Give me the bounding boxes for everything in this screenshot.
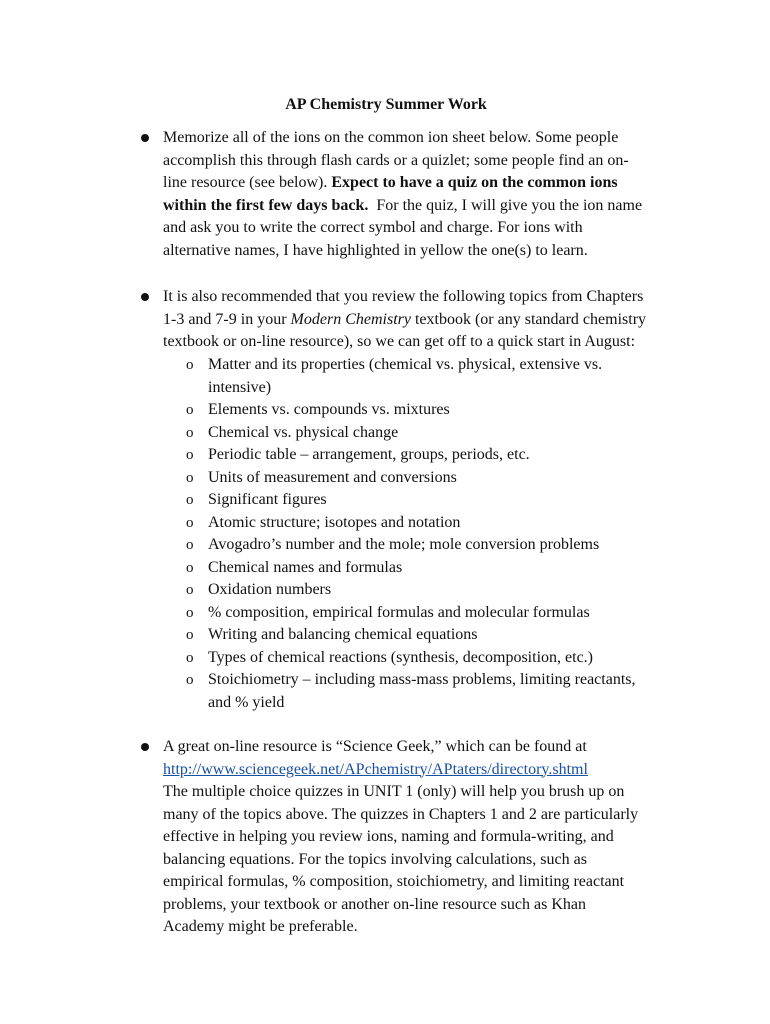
topic-item	[186, 579, 728, 602]
topic-item	[186, 422, 728, 445]
paragraph-line: effective in helping you review ions, naming and formula-writing, and	[163, 828, 614, 845]
topic-item-continuation	[208, 377, 728, 400]
science-geek-link[interactable]: http://www.sciencegeek.net/APchemistry/APtaters/directory.shtml	[163, 760, 588, 778]
circle-bullet-icon: o	[186, 672, 194, 688]
topic-item	[186, 534, 728, 557]
topic-item	[186, 602, 728, 625]
topic-text: Matter and its properties (chemical vs. physical, extensive vs.	[208, 356, 603, 373]
circle-bullet-icon: o	[186, 447, 194, 463]
paragraph-line	[163, 309, 715, 332]
bullet-icon	[141, 134, 149, 142]
paragraph-line: textbook or on-line resource), so we can get off to a quick start in August:	[163, 333, 636, 350]
emphasis-text: within the first few days back.	[163, 196, 369, 214]
bullet-paragraph-topics	[163, 286, 715, 354]
topic-text: Chemical vs. physical change	[208, 423, 399, 441]
circle-bullet-icon: o	[186, 627, 194, 643]
circle-bullet-icon: o	[186, 649, 194, 666]
topic-text: % composition, empirical formulas and molecular formulas	[208, 603, 590, 621]
circle-bullet-icon: o	[186, 402, 194, 418]
bullet-icon	[141, 743, 149, 751]
topic-text: intensive)	[208, 378, 272, 396]
topic-text: Chemical names and formulas	[208, 558, 403, 576]
topic-text: Stoichiometry – including mass-mass problems, limiting reactants,	[208, 671, 636, 688]
topic-text: Periodic table – arrangement, groups, periods, etc.	[208, 446, 530, 463]
circle-bullet-icon: o	[186, 357, 194, 373]
circle-bullet-icon: o	[186, 604, 194, 621]
topic-item	[186, 354, 728, 377]
paragraph-line: Memorize all of the ions on the common ion sheet below. Some people	[163, 129, 619, 146]
paragraph-line	[163, 172, 715, 195]
text-run: line resource (see below).	[163, 174, 332, 191]
paragraph-line: balancing equations. For the topics involving calculations, such as	[163, 850, 587, 868]
topic-item	[186, 624, 728, 647]
paragraph-line: and ask you to write the correct symbol and charge. For ions with	[163, 219, 583, 236]
topic-text: and % yield	[208, 693, 285, 711]
text-run: For the quiz, I will give you the ion name	[368, 196, 643, 214]
topic-list	[186, 354, 728, 714]
circle-bullet-icon: o	[186, 492, 194, 508]
paragraph-line	[163, 759, 715, 782]
paragraph-line	[163, 195, 715, 218]
topic-text: Writing and balancing chemical equations	[208, 626, 478, 643]
topic-text: Units of measurement and conversions	[208, 468, 457, 486]
topic-text: Significant figures	[208, 491, 327, 508]
paragraph-line: many of the topics above. The quizzes in Chapters 1 and 2 are particularly	[163, 805, 639, 823]
topic-item	[186, 669, 728, 692]
topic-text: Avogadro’s number and the mole; mole conversion problems	[208, 536, 600, 553]
paragraph-line: alternative names, I have highlighted in yellow the one(s) to learn.	[163, 241, 588, 259]
circle-bullet-icon: o	[186, 469, 194, 486]
page-title	[0, 94, 770, 116]
paragraph-line: problems, your textbook or another on-line resource such as Khan	[163, 895, 586, 913]
paragraph-line: It is also recommended that you review the following topics from Chapters	[163, 288, 644, 305]
topic-text: Elements vs. compounds vs. mixtures	[208, 401, 450, 418]
topic-item	[186, 489, 728, 512]
bullet-icon	[141, 293, 149, 301]
circle-bullet-icon: o	[186, 514, 194, 531]
bullet-paragraph-resource	[163, 736, 715, 939]
text-run: 1-3 and 7-9 in your	[163, 310, 291, 328]
circle-bullet-icon: o	[186, 424, 194, 441]
text-run: textbook (or any standard chemistry	[410, 310, 647, 328]
topic-item	[186, 512, 728, 535]
paragraph-line: accomplish this through flash cards or a quizlet; some people find an on-	[163, 151, 629, 169]
paragraph-line: A great on-line resource is “Science Geek,” which can be found at	[163, 738, 587, 755]
topic-item	[186, 467, 728, 490]
circle-bullet-icon: o	[186, 582, 194, 598]
book-title: Modern Chemistry	[290, 310, 411, 328]
paragraph-line: Academy might be preferable.	[163, 918, 358, 935]
topic-text: Atomic structure; isotopes and notation	[208, 513, 461, 531]
topic-item	[186, 444, 728, 467]
paragraph-line: empirical formulas, % composition, stoichiometry, and limiting reactant	[163, 873, 625, 890]
emphasis-text: Expect to have a quiz on the common ions	[331, 174, 618, 191]
topic-item	[186, 399, 728, 422]
circle-bullet-icon: o	[186, 537, 194, 553]
page-title-text: AP Chemistry Summer Work	[285, 96, 487, 113]
paragraph-line: The multiple choice quizzes in UNIT 1 (only) will help you brush up on	[163, 783, 625, 800]
circle-bullet-icon: o	[186, 559, 194, 576]
topic-text: Types of chemical reactions (synthesis, decomposition, etc.)	[208, 648, 593, 666]
topic-item	[186, 647, 728, 670]
bullet-paragraph-ions	[163, 127, 715, 262]
topic-item-continuation	[208, 692, 728, 715]
topic-text: Oxidation numbers	[208, 581, 332, 598]
topic-item	[186, 557, 728, 580]
